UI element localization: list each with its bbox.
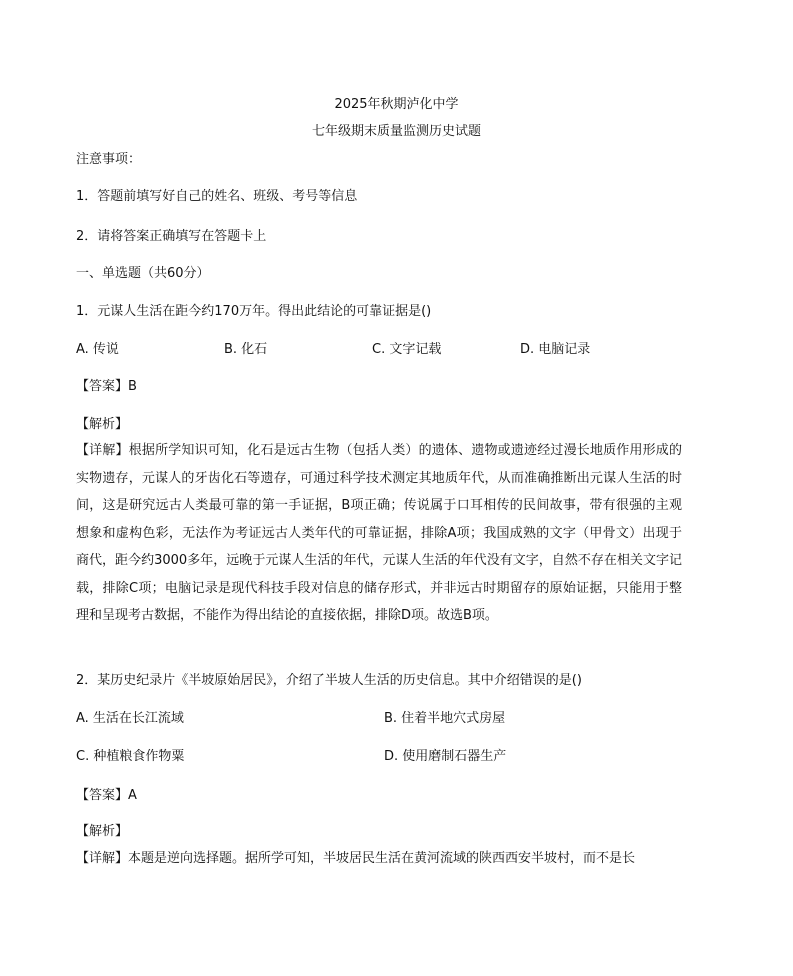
question-2-option-d: D. 使用磨制石器生产 bbox=[384, 749, 507, 764]
note-item-1: 1．答题前填写好自己的姓名、班级、考号等信息 bbox=[76, 189, 358, 204]
section-heading: 一、单选题（共60分） bbox=[76, 266, 210, 281]
question-2-answer: 【答案】A bbox=[76, 788, 137, 803]
question-2-analysis-label: 【解析】 bbox=[76, 824, 129, 839]
exam-title: 2025年秋期泸化中学 bbox=[334, 97, 459, 112]
question-2-stem: 2．某历史纪录片《半坡原始居民》，介绍了半坡人生活的历史信息。其中介绍错误的是() bbox=[76, 673, 582, 688]
question-1-option-a: A. 传说 bbox=[76, 342, 119, 357]
question-1-option-b: B. 化石 bbox=[224, 342, 268, 357]
question-2-option-a: A. 生活在长江流域 bbox=[76, 711, 184, 726]
note-item-2: 2．请将答案正确填写在答题卡上 bbox=[76, 229, 267, 244]
notes-heading: 注意事项： bbox=[76, 152, 142, 167]
question-1-detail: 【详解】根据所学知识可知，化石是远古生物（包括人类）的遗体、遗物或遗迹经过漫长地质作用形成的实物遗存，元谋人的牙齿化石等遗存，可通过科学技术测定其地质年代，从而准确推断出元谋人生活的时间，这是研究远古人类最可靠的第一手证据，B项正确；传说属于口耳相传的民间故事，带有很强的主观想象和虚构色彩，无法作为考证远古人类年代的可靠证据，排除A项；我国成熟的文字（甲骨文）出现于商代，距今约3000多年，远晚于元谋人生活的年代，元谋人生活的年代没有文字，自然不存在相关文字记载，排除C项；电脑记录是现代科技手段对信息的储存形式，并非远古时期留存的原始证据，只能用于整理和呈现考古数据，不能作为得出结论的直接依据，排除D项。故选B项。 bbox=[76, 443, 682, 623]
question-2-detail: 【详解】本题是逆向选择题。据所学可知，半坡居民生活在黄河流域的陕西西安半坡村，而不是长 bbox=[76, 851, 636, 866]
question-1-answer: 【答案】B bbox=[76, 379, 137, 394]
question-2-option-c: C. 种植粮食作物粟 bbox=[76, 749, 185, 764]
question-1-option-c: C. 文字记载 bbox=[372, 342, 442, 357]
question-1-analysis-label: 【解析】 bbox=[76, 417, 129, 432]
question-1-option-d: D. 电脑记录 bbox=[520, 342, 591, 357]
exam-subtitle: 七年级期末质量监测历史试题 bbox=[311, 124, 481, 139]
question-2-option-b: B. 住着半地穴式房屋 bbox=[384, 711, 506, 726]
question-1-stem: 1．元谋人生活在距今约170万年。得出此结论的可靠证据是() bbox=[76, 304, 432, 319]
